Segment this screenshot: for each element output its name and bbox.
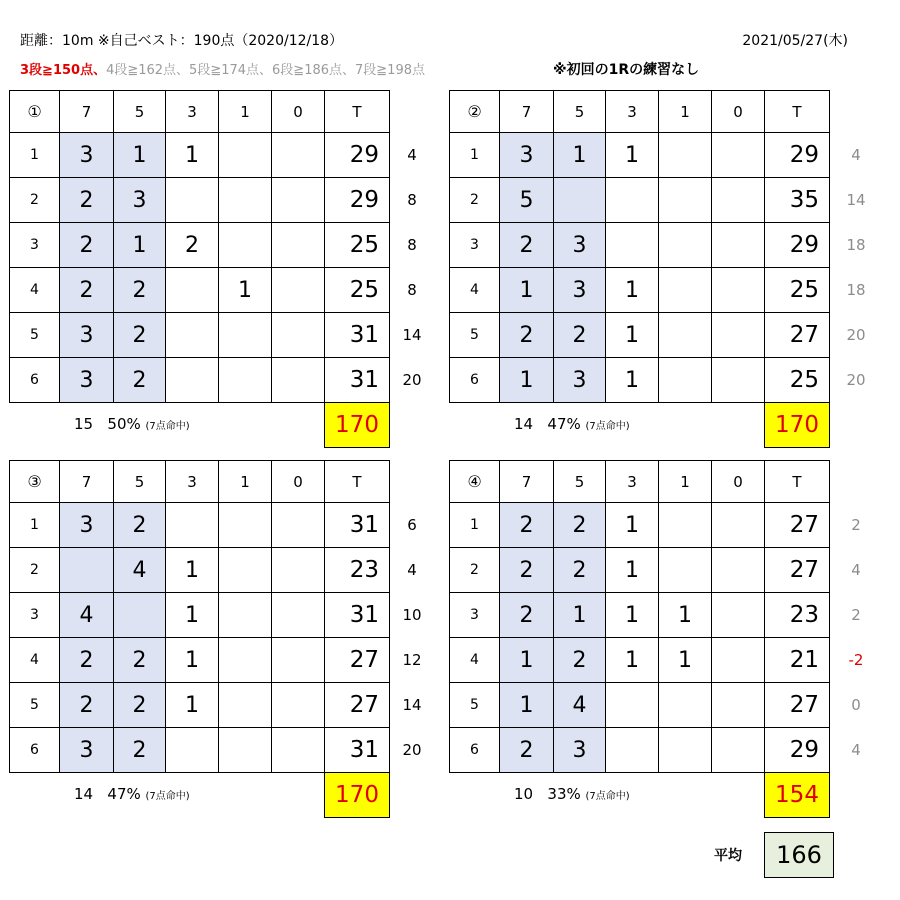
end-row (10, 548, 390, 593)
hit-note: (7点命中) (145, 791, 190, 802)
count-cell (712, 268, 765, 313)
count-cell (712, 683, 765, 728)
count-cell (272, 268, 325, 313)
count-cell: 2 (554, 548, 606, 593)
count-cell (659, 223, 712, 268)
end-total: 27 (325, 638, 390, 683)
count-cell: 1 (500, 683, 554, 728)
end-row (450, 223, 830, 268)
count-cell (606, 178, 659, 223)
count-cell (166, 728, 219, 773)
rank-req-others: 4段≧162点、5段≧174点、6段≧186点、7段≧198点 (106, 63, 425, 78)
end-total: 23 (765, 593, 830, 638)
count-cell: 2 (114, 358, 166, 403)
count-cell: 2 (114, 503, 166, 548)
count-cell (712, 548, 765, 593)
end-number: 5 (10, 313, 60, 358)
count-cell: 3 (554, 728, 606, 773)
column-header: T (325, 91, 390, 133)
cumulative-value: 20 (402, 371, 422, 389)
count-cell (219, 683, 272, 728)
count-cell: 3 (554, 223, 606, 268)
count-cell: 3 (60, 358, 114, 403)
end-total: 31 (325, 593, 390, 638)
session-date: 2021/05/27(木) (742, 33, 848, 49)
count-cell (712, 593, 765, 638)
practice-note: ※初回の1Rの練習なし (553, 62, 700, 78)
round-number: ② (450, 91, 500, 133)
count-cell (272, 503, 325, 548)
end-row (450, 268, 830, 313)
end-total: 31 (325, 503, 390, 548)
end-number: 6 (450, 358, 500, 403)
average-label: 平均 (714, 848, 742, 864)
count-cell (272, 223, 325, 268)
hit-percent: 50% (107, 415, 141, 433)
count-cell (272, 548, 325, 593)
count-cell: 1 (659, 638, 712, 683)
column-header: 7 (500, 461, 554, 503)
count-cell: 2 (60, 638, 114, 683)
count-cell: 1 (606, 358, 659, 403)
end-number: 1 (10, 503, 60, 548)
end-number: 3 (10, 593, 60, 638)
column-header: 3 (606, 461, 659, 503)
count-cell: 1 (554, 593, 606, 638)
count-cell: 3 (114, 178, 166, 223)
end-total: 27 (765, 313, 830, 358)
count-cell (219, 178, 272, 223)
column-header: T (765, 91, 830, 133)
end-number: 2 (10, 178, 60, 223)
hit-stats (74, 415, 190, 433)
column-header: 5 (114, 461, 166, 503)
count-cell: 3 (554, 358, 606, 403)
count-cell (272, 683, 325, 728)
cumulative-value: 6 (407, 516, 417, 534)
cumulative-value: 4 (851, 146, 861, 164)
count-cell: 1 (606, 313, 659, 358)
cumulative-value: -2 (848, 651, 864, 669)
column-header: 5 (554, 461, 606, 503)
hit-stats (74, 785, 190, 803)
end-number: 4 (450, 638, 500, 683)
end-total: 25 (325, 223, 390, 268)
end-row (10, 728, 390, 773)
count-cell: 1 (606, 548, 659, 593)
end-row (450, 683, 830, 728)
count-cell: 3 (60, 133, 114, 178)
count-cell: 2 (60, 223, 114, 268)
header-distance-best: 距離：10m ※自己ベスト：190点（2020/12/18） (20, 33, 344, 49)
end-number: 1 (10, 133, 60, 178)
count-cell: 1 (219, 268, 272, 313)
count-cell: 5 (500, 178, 554, 223)
count-cell: 2 (500, 313, 554, 358)
end-total: 27 (765, 683, 830, 728)
count-cell: 1 (659, 593, 712, 638)
count-cell (166, 268, 219, 313)
column-header: 5 (114, 91, 166, 133)
count-cell (712, 638, 765, 683)
column-header: 1 (659, 461, 712, 503)
cumulative-value: 2 (851, 516, 861, 534)
count-cell: 2 (60, 268, 114, 313)
count-cell (219, 358, 272, 403)
cumulative-value: 8 (407, 236, 417, 254)
end-number: 3 (10, 223, 60, 268)
end-row (450, 548, 830, 593)
cumulative-value: 18 (846, 236, 866, 254)
column-header: 1 (219, 461, 272, 503)
hit-percent: 47% (107, 785, 141, 803)
count-cell: 2 (60, 178, 114, 223)
end-total: 25 (325, 268, 390, 313)
end-row (10, 638, 390, 683)
count-cell: 1 (554, 133, 606, 178)
cumulative-value: 8 (407, 281, 417, 299)
end-number: 3 (450, 223, 500, 268)
round-total-score: 170 (325, 773, 390, 818)
end-total: 27 (765, 548, 830, 593)
end-number: 6 (10, 728, 60, 773)
column-header: 1 (659, 91, 712, 133)
count-cell: 1 (166, 133, 219, 178)
end-row (10, 683, 390, 728)
count-cell: 2 (554, 313, 606, 358)
count-cell: 1 (500, 638, 554, 683)
end-total: 29 (765, 223, 830, 268)
count-cell (606, 683, 659, 728)
count-cell: 1 (114, 223, 166, 268)
end-row (10, 133, 390, 178)
count-cell (272, 593, 325, 638)
count-cell: 2 (166, 223, 219, 268)
end-row (10, 503, 390, 548)
cumulative-value: 4 (851, 561, 861, 579)
end-row (10, 268, 390, 313)
hit-stats (514, 785, 630, 803)
count-cell (60, 548, 114, 593)
cumulative-value: 4 (407, 146, 417, 164)
end-row (450, 593, 830, 638)
count-cell: 1 (606, 503, 659, 548)
count-cell (712, 503, 765, 548)
cumulative-value: 12 (402, 651, 422, 669)
count-cell (712, 133, 765, 178)
end-number: 5 (10, 683, 60, 728)
count-cell (219, 728, 272, 773)
count-cell: 3 (60, 728, 114, 773)
count-cell (272, 133, 325, 178)
count-cell: 1 (500, 268, 554, 313)
round-2-table (449, 90, 830, 448)
column-header: 0 (712, 91, 765, 133)
end-row (450, 728, 830, 773)
column-header: 3 (166, 461, 219, 503)
end-number: 5 (450, 313, 500, 358)
end-number: 4 (10, 638, 60, 683)
end-row (10, 313, 390, 358)
column-header: 0 (712, 461, 765, 503)
count-cell (712, 313, 765, 358)
hit-note: (7点命中) (585, 791, 630, 802)
count-cell (659, 503, 712, 548)
end-total: 23 (325, 548, 390, 593)
count-cell: 2 (500, 593, 554, 638)
round-3-table (9, 460, 390, 818)
end-row (10, 358, 390, 403)
count-cell: 4 (114, 548, 166, 593)
count-cell: 4 (60, 593, 114, 638)
end-total: 21 (765, 638, 830, 683)
round-total-score: 170 (325, 403, 390, 448)
count-cell (712, 358, 765, 403)
end-number: 1 (450, 503, 500, 548)
count-cell (219, 133, 272, 178)
count-cell: 3 (60, 313, 114, 358)
end-total: 25 (765, 358, 830, 403)
end-number: 4 (450, 268, 500, 313)
count-cell: 1 (606, 593, 659, 638)
cumulative-value: 20 (846, 371, 866, 389)
end-row (10, 223, 390, 268)
column-header: 3 (606, 91, 659, 133)
count-cell (712, 178, 765, 223)
hit-stats (514, 415, 630, 433)
count-cell: 1 (166, 683, 219, 728)
count-cell (272, 178, 325, 223)
count-cell: 2 (114, 268, 166, 313)
round-number: ④ (450, 461, 500, 503)
count-cell (219, 313, 272, 358)
end-total: 29 (325, 178, 390, 223)
count-cell (114, 593, 166, 638)
count-cell (606, 728, 659, 773)
column-header: 3 (166, 91, 219, 133)
count-cell (219, 593, 272, 638)
count-cell: 4 (554, 683, 606, 728)
count-cell: 2 (554, 638, 606, 683)
column-header: 1 (219, 91, 272, 133)
end-number: 5 (450, 683, 500, 728)
end-total: 29 (765, 728, 830, 773)
end-total: 29 (765, 133, 830, 178)
count-cell (166, 313, 219, 358)
count-cell: 2 (500, 223, 554, 268)
hit-percent: 33% (547, 785, 581, 803)
end-row (450, 313, 830, 358)
count-cell: 1 (166, 638, 219, 683)
cumulative-value: 18 (846, 281, 866, 299)
round-total-score: 154 (765, 773, 830, 818)
count-cell (166, 358, 219, 403)
end-number: 2 (450, 178, 500, 223)
end-number: 2 (450, 548, 500, 593)
end-total: 35 (765, 178, 830, 223)
round-4-table (449, 460, 830, 818)
end-number: 2 (10, 548, 60, 593)
count-cell (659, 133, 712, 178)
hit-count: 10 (514, 785, 534, 803)
cumulative-value: 20 (402, 741, 422, 759)
column-header: 5 (554, 91, 606, 133)
count-cell: 2 (60, 683, 114, 728)
count-cell: 1 (606, 268, 659, 313)
round-total-score: 170 (765, 403, 830, 448)
cumulative-value: 14 (402, 696, 422, 714)
end-number: 1 (450, 133, 500, 178)
hit-percent: 47% (547, 415, 581, 433)
count-cell (659, 358, 712, 403)
end-number: 6 (450, 728, 500, 773)
end-number: 6 (10, 358, 60, 403)
cumulative-value: 20 (846, 326, 866, 344)
count-cell: 2 (500, 728, 554, 773)
count-cell: 2 (114, 638, 166, 683)
end-row (450, 503, 830, 548)
count-cell: 3 (500, 133, 554, 178)
count-cell (272, 358, 325, 403)
cumulative-value: 10 (402, 606, 422, 624)
hit-count: 15 (74, 415, 94, 433)
count-cell (712, 728, 765, 773)
count-cell (166, 503, 219, 548)
end-row (450, 133, 830, 178)
count-cell: 2 (500, 548, 554, 593)
round-number: ① (10, 91, 60, 133)
round-number: ③ (10, 461, 60, 503)
rank-req-3dan: 3段≧150点、 (20, 63, 107, 78)
cumulative-value: 4 (407, 561, 417, 579)
count-cell (659, 178, 712, 223)
cumulative-value: 14 (846, 191, 866, 209)
end-number: 4 (10, 268, 60, 313)
count-cell: 1 (606, 133, 659, 178)
count-cell: 1 (500, 358, 554, 403)
count-cell (219, 548, 272, 593)
cumulative-value: 4 (851, 741, 861, 759)
count-cell (272, 728, 325, 773)
count-cell: 2 (114, 683, 166, 728)
end-total: 25 (765, 268, 830, 313)
end-total: 27 (765, 503, 830, 548)
end-total: 31 (325, 313, 390, 358)
column-header: 0 (272, 91, 325, 133)
count-cell (659, 683, 712, 728)
count-cell (659, 728, 712, 773)
hit-count: 14 (514, 415, 534, 433)
cumulative-value: 14 (402, 326, 422, 344)
cumulative-value: 8 (407, 191, 417, 209)
end-row (10, 178, 390, 223)
hit-count: 14 (74, 785, 94, 803)
count-cell (712, 223, 765, 268)
end-row (450, 178, 830, 223)
count-cell (659, 548, 712, 593)
count-cell (166, 178, 219, 223)
average-score: 166 (764, 832, 834, 878)
count-cell (554, 178, 606, 223)
end-total: 31 (325, 358, 390, 403)
count-cell: 2 (554, 503, 606, 548)
rank-requirements (20, 59, 425, 78)
end-total: 27 (325, 683, 390, 728)
count-cell: 1 (166, 593, 219, 638)
count-cell (219, 223, 272, 268)
count-cell (219, 638, 272, 683)
count-cell (606, 223, 659, 268)
count-cell: 1 (606, 638, 659, 683)
column-header: 0 (272, 461, 325, 503)
column-header: 7 (60, 91, 114, 133)
count-cell: 2 (500, 503, 554, 548)
end-row (450, 638, 830, 683)
column-header: T (325, 461, 390, 503)
end-total: 29 (325, 133, 390, 178)
count-cell: 1 (166, 548, 219, 593)
cumulative-value: 0 (851, 696, 861, 714)
column-header: 7 (60, 461, 114, 503)
end-row (450, 358, 830, 403)
count-cell (272, 638, 325, 683)
column-header: 7 (500, 91, 554, 133)
count-cell: 2 (114, 313, 166, 358)
count-cell (659, 268, 712, 313)
cumulative-value: 2 (851, 606, 861, 624)
count-cell: 3 (554, 268, 606, 313)
count-cell: 2 (114, 728, 166, 773)
count-cell: 3 (60, 503, 114, 548)
end-row (10, 593, 390, 638)
round-1-table (9, 90, 390, 448)
count-cell (219, 503, 272, 548)
end-total: 31 (325, 728, 390, 773)
count-cell: 1 (114, 133, 166, 178)
column-header: T (765, 461, 830, 503)
count-cell (272, 313, 325, 358)
hit-note: (7点命中) (585, 421, 630, 432)
end-number: 3 (450, 593, 500, 638)
count-cell (659, 313, 712, 358)
hit-note: (7点命中) (145, 421, 190, 432)
